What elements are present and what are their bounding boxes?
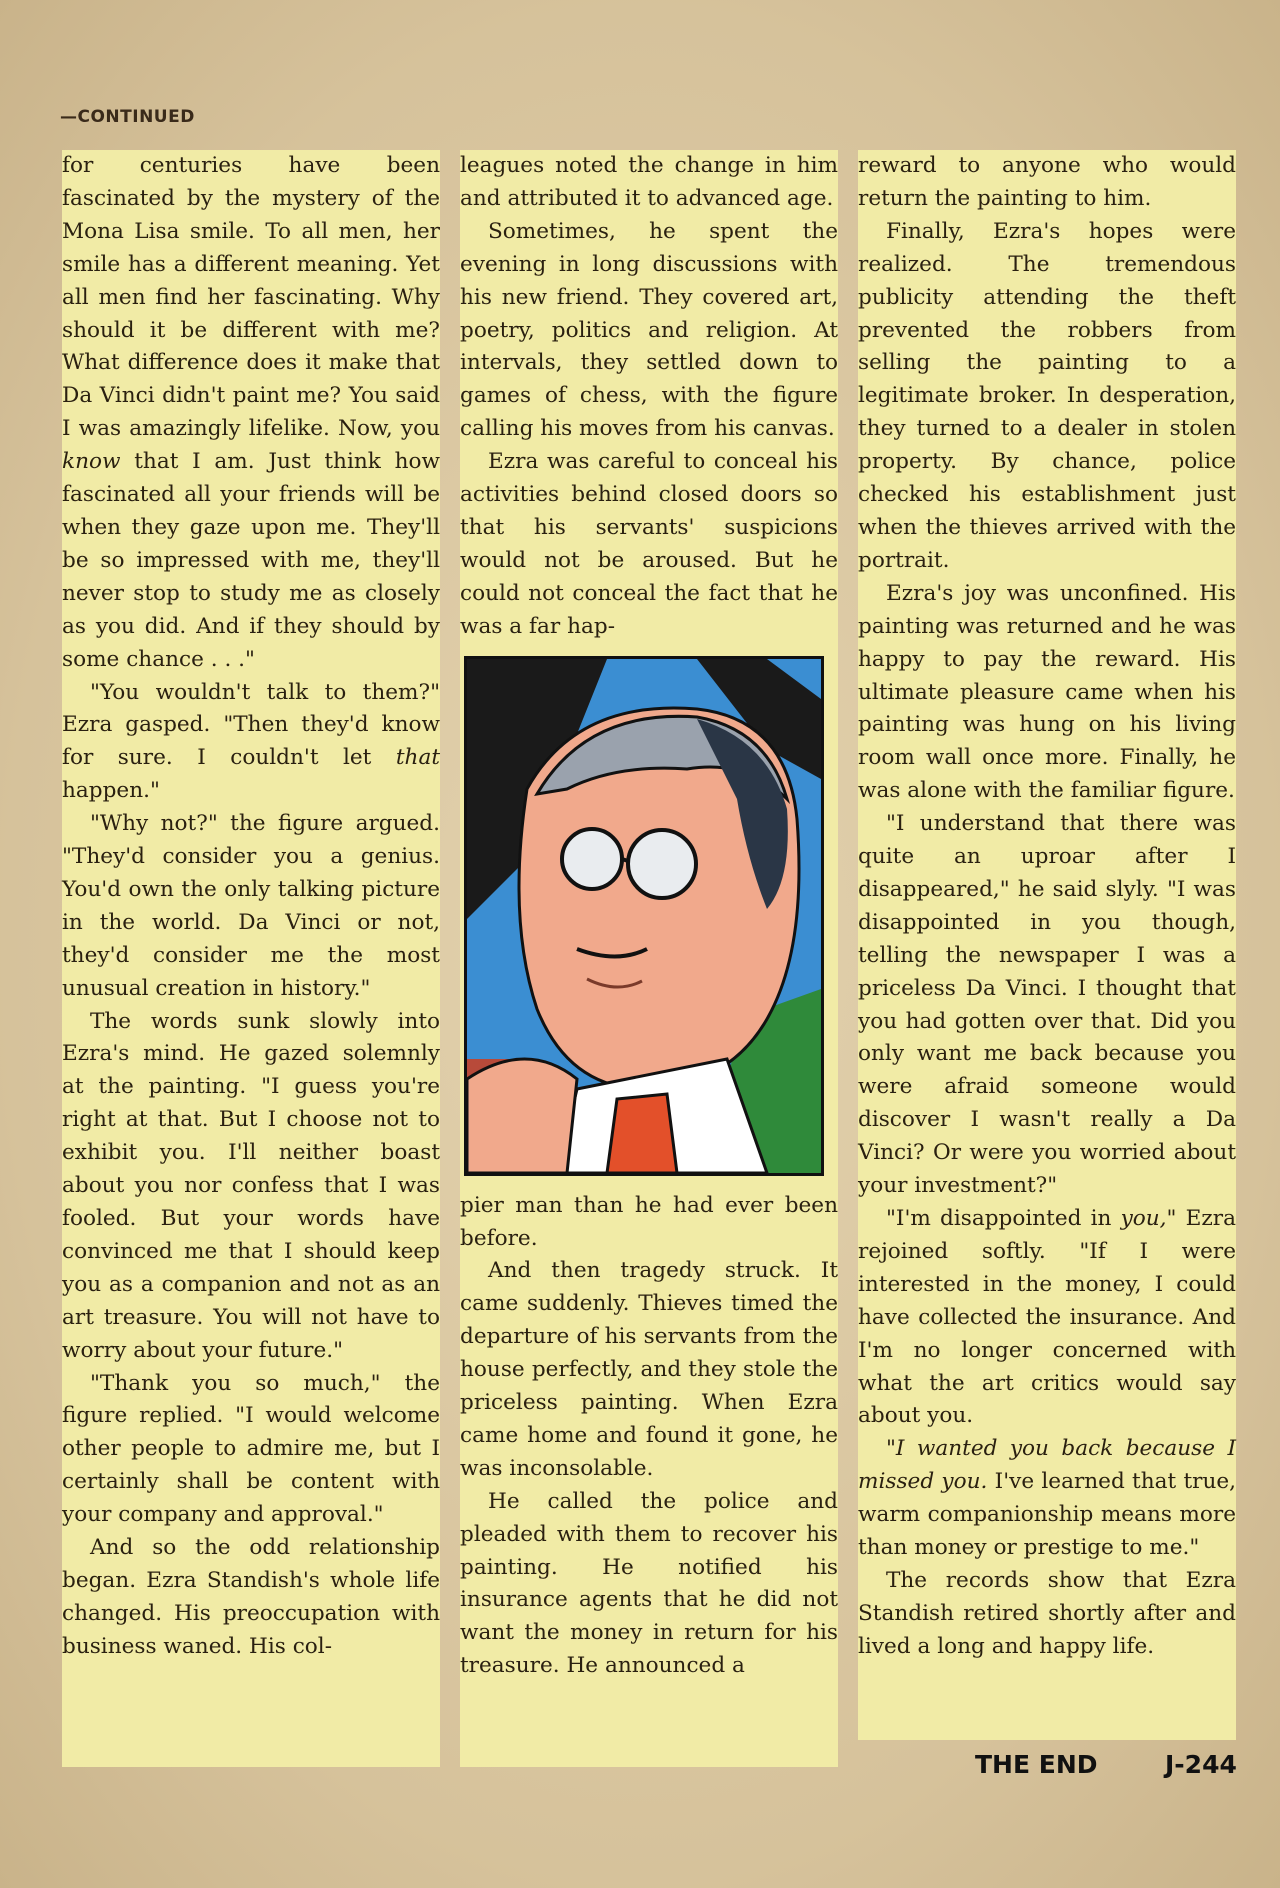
text: "I'm disappointed in	[886, 1206, 1112, 1231]
text-column-1	[62, 150, 440, 1767]
continued-label: —CONTINUED	[60, 107, 195, 127]
text: for centuries have been fascinated by the mystery of the Mona Lisa smile. To all men, her smile has a different meaning. Yet all men find her fascinating. Why should it be different with me? What difference does it make that Da Vinci didn't paint me? You said I was amazingly lifelike. Now, you	[62, 153, 440, 442]
paragraph	[858, 1433, 1236, 1565]
paragraph: leagues noted the change in him and attributed it to advanced age.	[460, 153, 838, 211]
emphasis-text: know	[62, 449, 121, 475]
paragraph: And so the odd relationship began. Ezra Standish's whole life changed. His preoccupation with business waned. His col-	[62, 1535, 440, 1659]
paragraph	[858, 1203, 1236, 1433]
the-end-label: THE END	[975, 1750, 1098, 1779]
paragraph: The words sunk slowly into Ezra's mind. He gazed solemnly at the painting. "I guess you're right at that. But I choose not to exhibit you. I'll neither boast about you nor confess that I was fooled. But your words have convinced me that I should keep you as a companion and not as an art treasure. You will not have to worry about your future."	[62, 1008, 440, 1363]
paragraph	[62, 677, 440, 809]
text-column-3	[858, 150, 1236, 1740]
paragraph: Finally, Ezra's hopes were realized. The tremendous publicity attending the theft prevented the robbers from selling the painting to a legitimate broker. In desperation, they turned to a dealer in stolen property. By chance, police checked his establishment just when the thieves arrived with the portrait.	[858, 218, 1236, 573]
paragraph: "Thank you so much," the figure replied. "I would welcome other people to admire me, but I certainly shall be content with your company and approval."	[62, 1370, 440, 1528]
emphasis-text: that	[395, 745, 440, 771]
ezra-portrait-illustration	[464, 656, 824, 1176]
text: I've learned that true, warm companionship means more than money or prestige to me."	[858, 1469, 1236, 1561]
text: happen."	[62, 778, 160, 804]
text: that I am. Just think how fascinated all your friends will be when they gaze upon me. They'll be so impressed with me, they'll never stop to study me as closely as you did. And if they should by some chance . . ."	[62, 449, 440, 672]
paragraph: "I understand that there was quite an uproar after I disappeared," he said slyly. "I was disappointed in you though, telling the newspaper I was a priceless Da Vinci. I thought that you had gotten over that. Did you only want me back because you were afraid someone would discover I wasn't really a Da Vinci? Or were you worried about your investment?"	[858, 811, 1236, 1199]
emphasis-text: "I wanted you back because I missed you.	[858, 1436, 1236, 1495]
paragraph: The records show that Ezra Standish retired shortly after and lived a long and happy life.	[858, 1567, 1236, 1659]
text-column-2	[460, 150, 838, 1767]
paragraph	[62, 150, 440, 677]
paragraph: pier man than he had ever been before.	[460, 1192, 838, 1251]
job-number: J-244	[1165, 1750, 1237, 1779]
text: "You wouldn't talk to them?" Ezra gasped. "Then they'd know for sure. I couldn't let	[62, 679, 440, 771]
paragraph: "Why not?" the figure argued. "They'd consider you a genius. You'd own the only talking picture in the world. Da Vinci or not, they'd consider me the most unusual creation in history."	[62, 811, 440, 1001]
paragraph: Sometimes, he spent the evening in long discussions with his new friend. They covered art, poetry, politics and religion. At intervals, they settled down to games of chess, with the figure calling his moves from his canvas.	[460, 218, 838, 442]
text: Ezra rejoined softly. "If I were interested in the money, I could have collected the insurance. And I'm no longer concerned with what the art critics would say about you.	[858, 1206, 1236, 1429]
emphasis-text: you,"	[1120, 1206, 1177, 1231]
paragraph: reward to anyone who would return the painting to him.	[858, 153, 1236, 211]
paragraph: And then tragedy struck. It came suddenly. Thieves timed the departure of his servants from the house perfectly, and they stole the priceless painting. When Ezra came home and found it gone, he was inconsolable.	[460, 1258, 838, 1481]
paragraph: He called the police and pleaded with them to recover his painting. He notified his insurance agents that he did not want the money in return for his treasure. He announced a	[460, 1488, 838, 1679]
paragraph: Ezra was careful to conceal his activities behind closed doors so that his servants' suspicions would not be aroused. But he could not conceal the fact that he was a far hap-	[460, 449, 838, 639]
paragraph: Ezra's joy was unconfined. His painting was returned and he was happy to pay the reward. His ultimate pleasure came when his painting was hung on his living room wall once more. Finally, he was alone with the familiar figure.	[858, 580, 1236, 804]
